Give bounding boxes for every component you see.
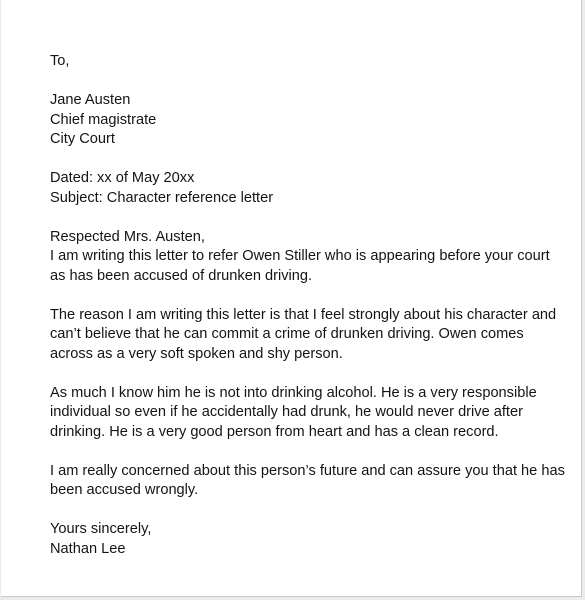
recipient-title: Chief magistrate xyxy=(50,111,157,128)
document-page xyxy=(1,0,582,597)
paragraph-4 xyxy=(50,462,565,501)
paragraph-line: as has been accused of drunken driving. xyxy=(50,267,313,284)
recipient-org: City Court xyxy=(50,131,115,147)
paragraph-line: been accused wrongly. xyxy=(50,482,199,498)
recipient-name: Jane Austen xyxy=(50,92,131,108)
paragraph-line: As much I know him he is not into drinking alcohol. He is a very responsible xyxy=(50,384,537,401)
subject-line: Subject: Character reference letter xyxy=(50,189,274,206)
signature-name: Nathan Lee xyxy=(50,540,126,557)
paragraph-line: I am really concerned about this person’s future and can assure you that he has xyxy=(50,462,565,479)
paragraph-3 xyxy=(50,384,560,443)
letter-body xyxy=(50,52,565,559)
closing: Yours sincerely, xyxy=(50,521,152,537)
greeting: Respected Mrs. Austen, xyxy=(50,228,205,245)
paragraph-line: can’t believe that he can commit a crime of drunken driving. Owen comes xyxy=(50,326,524,342)
paragraph-line: I am writing this letter to refer Owen Stiller who is appearing before your court xyxy=(50,248,550,264)
paragraph-2 xyxy=(50,306,560,365)
paragraph-line: drinking. He is a very good person from heart and has a clean record. xyxy=(50,423,499,440)
paragraph-line: The reason I am writing this letter is that I feel strongly about his character and xyxy=(50,306,557,323)
paragraph-line: individual so even if he accidentally had drunk, he would never drive after xyxy=(50,404,523,420)
salutation-to: To, xyxy=(50,53,70,69)
recipient-block xyxy=(50,91,560,150)
paragraph-line: across as a very soft spoken and shy person. xyxy=(50,345,343,362)
paragraph-1 xyxy=(50,247,560,286)
date-line: Dated: xx of May 20xx xyxy=(50,170,195,186)
